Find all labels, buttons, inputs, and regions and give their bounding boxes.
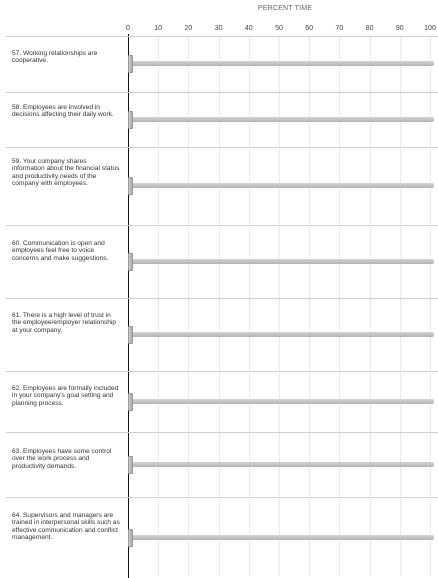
slider-handle[interactable] bbox=[128, 55, 133, 73]
tick-label: 50 bbox=[275, 25, 283, 32]
slider-handle[interactable] bbox=[128, 177, 133, 195]
slider-track[interactable] bbox=[129, 183, 434, 188]
slider-track[interactable] bbox=[129, 61, 434, 66]
tick-label: 100 bbox=[424, 25, 436, 32]
slider-track[interactable] bbox=[129, 259, 434, 264]
question-label: 61. There is a high level of trust in the employee/employer relationship at your company. bbox=[12, 312, 117, 334]
question-label: 60. Communication is open and employees feel free to voice concerns and make suggestions. bbox=[12, 240, 109, 262]
row-divider bbox=[6, 92, 438, 93]
tick-label: 10 bbox=[154, 25, 163, 32]
question-label: 59. Your company shares information about the financial status and productivity needs of the company with employees. bbox=[12, 158, 120, 188]
tick-label: 30 bbox=[214, 25, 223, 32]
question-label: 58. Employees are involved in decisions affecting their daily work. bbox=[12, 104, 114, 119]
row-divider bbox=[6, 371, 438, 372]
slider-handle[interactable] bbox=[128, 111, 133, 129]
slider-track[interactable] bbox=[129, 332, 434, 337]
tick-label: 80 bbox=[365, 25, 374, 32]
slider-track[interactable] bbox=[129, 462, 434, 467]
slider-track[interactable] bbox=[129, 399, 434, 404]
slider-track[interactable] bbox=[129, 535, 434, 540]
tick-label: 0 bbox=[126, 25, 130, 32]
question-label: 62. Employees are formally included in your company's goal setting and planning process. bbox=[12, 385, 119, 407]
slider-handle[interactable] bbox=[128, 326, 133, 344]
slider-handle[interactable] bbox=[128, 393, 133, 411]
tick-label: 20 bbox=[184, 25, 193, 32]
tick-label: 90 bbox=[395, 25, 404, 32]
slider-handle[interactable] bbox=[128, 529, 133, 547]
question-label: 64. Supervisors and managers are trained in interpersonal skills such as effective communication and conflict management. bbox=[12, 512, 120, 542]
slider-handle[interactable] bbox=[128, 456, 133, 474]
row-divider bbox=[6, 298, 438, 299]
tick-label: 40 bbox=[244, 25, 253, 32]
slider-track[interactable] bbox=[129, 117, 434, 122]
row-divider bbox=[6, 147, 438, 148]
row-divider bbox=[6, 36, 438, 37]
slider-handle[interactable] bbox=[128, 253, 133, 271]
row-divider bbox=[6, 432, 438, 433]
tick-label: 70 bbox=[335, 25, 344, 32]
axis-title: PERCENT TIME bbox=[257, 5, 313, 12]
row-divider bbox=[6, 225, 438, 226]
question-label: 57. Working relationships are cooperative. bbox=[12, 50, 98, 65]
tick-label: 60 bbox=[305, 25, 314, 32]
question-label: 63. Employees have some control over the work process and productivity demands. bbox=[12, 448, 112, 470]
row-divider bbox=[6, 497, 438, 498]
